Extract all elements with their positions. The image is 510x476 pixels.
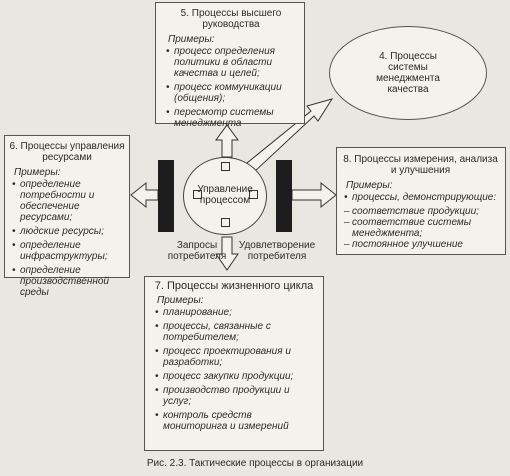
resource-processes-box bbox=[4, 135, 130, 298]
process-control-label: Управление процессом bbox=[197, 184, 253, 206]
life-cycle-examples-label: Примеры: bbox=[157, 295, 204, 306]
qms-processes-title: 4. Процессы системы менеджмента качества bbox=[376, 51, 440, 95]
management-examples-label: Примеры: bbox=[168, 34, 215, 45]
management-processes-title: 5. Процессы высшего руководства bbox=[180, 8, 282, 30]
list-item: • производство продукции и услуг; bbox=[155, 385, 317, 407]
list-item: • процесс определения политики в области качества и целей; bbox=[166, 46, 300, 79]
figure-caption: Рис. 2.3. Тактические процессы в организации bbox=[146, 458, 364, 469]
list-item: • планирование; bbox=[155, 307, 317, 318]
arrow-left-to-resources bbox=[131, 183, 158, 207]
list-item: • процесс закупки продукции; bbox=[155, 371, 317, 382]
customer-requests-label: Запросы потребителя bbox=[167, 240, 227, 262]
measurement-examples-label: Примеры: bbox=[346, 180, 393, 191]
arrow-up-to-management bbox=[216, 125, 238, 157]
resource-examples-label: Примеры: bbox=[14, 167, 61, 178]
list-item: • процесс проектирования и разработки; bbox=[155, 346, 317, 368]
sub-list-item: – соответствие системы менеджмента; bbox=[344, 217, 501, 239]
input-bar bbox=[158, 160, 174, 232]
resource-processes-title: 6. Процессы управления ресурсами bbox=[9, 141, 125, 163]
life-cycle-processes-title: 7. Процессы жизненного цикла bbox=[154, 280, 314, 292]
cycle-square bbox=[221, 218, 230, 227]
list-item: • определение производственной среды bbox=[12, 265, 126, 298]
list-item: • пересмотр системы менеджмента bbox=[166, 107, 300, 129]
management-processes-box bbox=[155, 2, 305, 129]
list-item: • определение потребности и обеспечение ресурсами; bbox=[12, 179, 126, 223]
sub-list-item: – соответствие продукции; bbox=[344, 206, 501, 217]
measurement-processes-box bbox=[336, 147, 506, 255]
list-item: • контроль средств мониторинга и измерений bbox=[155, 410, 317, 432]
qms-processes-ellipse bbox=[329, 26, 487, 120]
customer-satisfaction-label: Удовлетворение потребителя bbox=[238, 240, 316, 262]
life-cycle-processes-box bbox=[144, 276, 324, 451]
list-item: • людские ресурсы; bbox=[12, 226, 126, 237]
list-item: • процессы, связанные с потребителем; bbox=[155, 321, 317, 343]
cycle-square bbox=[221, 162, 230, 171]
sub-list-item: – постоянное улучшение bbox=[344, 239, 501, 250]
output-bar bbox=[276, 160, 292, 232]
list-item: • определение инфраструктуры; bbox=[12, 240, 126, 262]
measurement-processes-title: 8. Процессы измерения, анализа и улучшения bbox=[343, 154, 498, 176]
list-item: • процесс коммуникации (общения); bbox=[166, 82, 300, 104]
arrow-right-to-measurement bbox=[292, 183, 336, 207]
list-item: • процессы, демонстрирующие: bbox=[344, 192, 501, 203]
